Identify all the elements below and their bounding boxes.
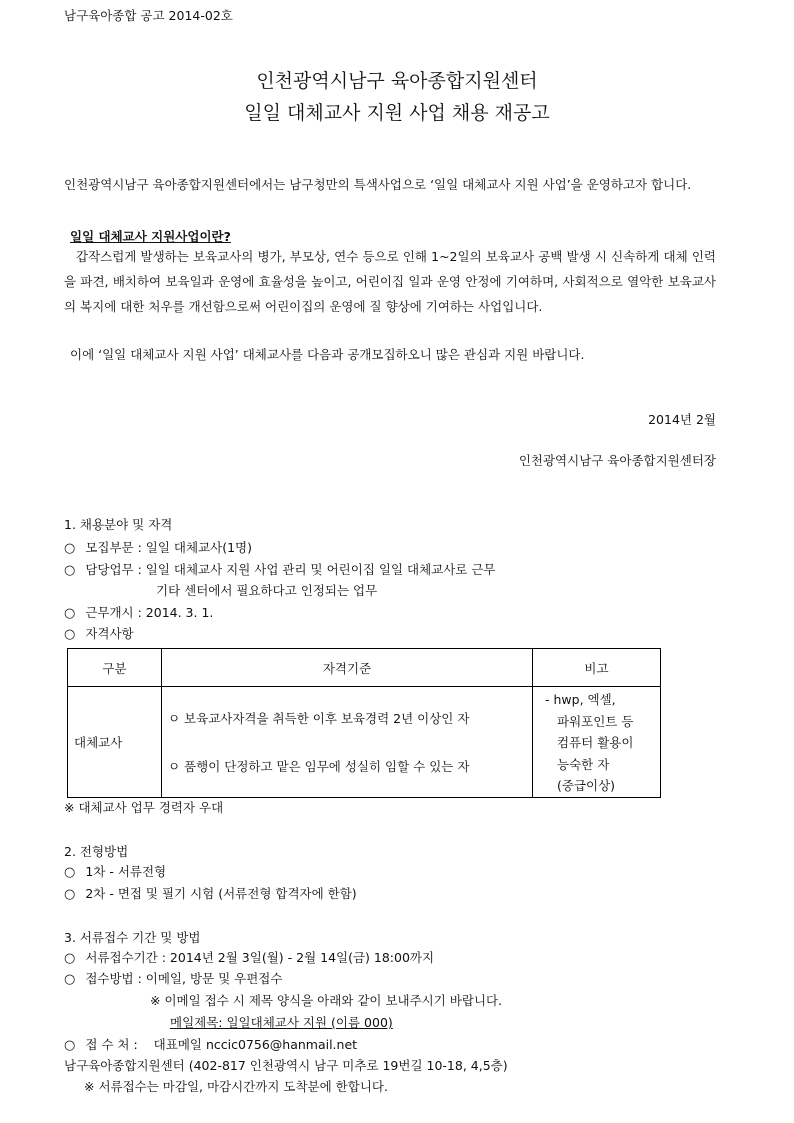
bullet-circle-icon: ○ (64, 627, 76, 642)
page-title: 인천광역시남구 육아종합지원센터 (256, 70, 538, 92)
remark-line: 파워포인트 등 (557, 713, 634, 729)
center-address: 남구육아종합지원센터 (402-817 인천광역시 남구 미추로 19번길 10-18, 4,5층) (64, 1058, 508, 1073)
list-item (64, 862, 166, 880)
start-date: 근무개시 : 2014. 3. 1. (85, 605, 214, 620)
footnote: ※ 대체교사 업무 경력자 우대 (64, 800, 224, 815)
bullet-circle-icon: ○ (64, 951, 76, 966)
table-header: 비고 (533, 649, 661, 687)
table-cell-category (68, 687, 162, 798)
bullet-circle-icon: ○ (64, 972, 76, 987)
notice-number: 남구육아종합 공고 2014-02호 (64, 8, 233, 23)
bullet-circle-icon: ○ (64, 563, 76, 578)
bullet-circle-icon: ○ (64, 887, 76, 902)
qualifications-label: 자격사항 (85, 626, 134, 641)
recruit-field: 모집부문 : 일일 대체교사(1명) (85, 540, 252, 555)
program-description: 갑작스럽게 발생하는 보육교사의 병가, 부모상, 연수 등으로 인해 1~2일의 보육교사 공백 발생 시 신속하게 대체 인력을 파견, 배치하여 보육일과 운영에 효율성을 높이고, 어린이집 일과 운영 안정에 기여하며, 사회적으로 열악한 보육교사의 복지에 대한 처우를 개선함으로써 어린이집의 운영에 질 향상에 기여하는 사업입니다. (64, 249, 716, 314)
program-heading: 일일 대체교사 지원사업이란? (70, 229, 231, 244)
list-item (64, 624, 134, 642)
section1-heading: 1. 채용분야 및 자격 (64, 517, 173, 532)
page-subtitle: 일일 대체교사 지원 사업 채용 재공고 (244, 102, 550, 124)
remark-line: - hwp, 엑셀, (545, 692, 616, 707)
category-label: 대체교사 (74, 734, 123, 750)
bullet-circle-icon: ○ (64, 541, 76, 556)
screening-step-1: 1차 - 서류전형 (85, 864, 167, 879)
criteria-item: ㅇ 품행이 단정하고 맡은 임무에 성실히 임할 수 있는 자 (168, 758, 470, 774)
application-period: 서류접수기간 : 2014년 2월 3일(월) - 2월 14일(금) 18:00까지 (85, 950, 435, 965)
bullet-circle-icon: ○ (64, 865, 76, 880)
issuer-signature: 인천광역시남구 육아종합지원센터장 (518, 453, 716, 468)
contact-label: 접 수 처 : (85, 1037, 138, 1052)
duties: 담당업무 : 일일 대체교사 지원 사업 관리 및 어린이집 일일 대체교사로 근무 (85, 562, 496, 577)
list-item (64, 884, 357, 902)
table-header-row (68, 649, 661, 687)
table-cell-criteria (162, 687, 533, 798)
criteria-item: ㅇ 보육교사자격을 취득한 이후 보육경력 2년 이상인 자 (168, 710, 470, 726)
table-row (68, 687, 661, 798)
deadline-note: ※ 서류접수는 마감일, 마감시간까지 도착분에 한합니다. (84, 1079, 388, 1094)
notice-date: 2014년 2월 (648, 412, 716, 427)
intro-paragraph: 인천광역시남구 육아종합지원센터에서는 남구청만의 특색사업으로 ‘일일 대체교사 지원 사업’을 운영하고자 합니다. (64, 177, 692, 192)
bullet-circle-icon: ○ (64, 1038, 76, 1053)
email-note: ※ 이메일 접수 시 제목 양식을 아래와 같이 보내주시기 바랍니다. (150, 993, 503, 1008)
screening-step-2: 2차 - 면접 및 필기 시험 (서류전형 합격자에 한함) (85, 886, 357, 901)
list-item (64, 948, 434, 966)
list-item (64, 969, 282, 987)
duties-continued: 기타 센터에서 필요하다고 인정되는 업무 (156, 583, 378, 598)
remark-line: (중급이상) (557, 778, 616, 793)
table-header: 자격기준 (162, 649, 533, 687)
remark-line: 컴퓨터 활용이 (557, 735, 634, 750)
contact-email: 대표메일 nccic0756@hanmail.net (153, 1037, 358, 1052)
list-item (64, 1035, 357, 1053)
list-item (64, 603, 213, 621)
section2-heading: 2. 전형방법 (64, 844, 129, 859)
list-item (64, 560, 496, 578)
application-method: 접수방법 : 이메일, 방문 및 우편접수 (85, 971, 283, 986)
table-cell-remark (533, 687, 661, 798)
email-subject-format: 메일제목: 일일대체교사 지원 (이름 000) (170, 1015, 393, 1030)
invitation-text: 이에 ‘일일 대체교사 지원 사업’ 대체교사를 다음과 공개모집하오니 많은 관심과 지원 바랍니다. (70, 347, 585, 362)
list-item (64, 538, 252, 556)
section3-heading: 3. 서류접수 기간 및 방법 (64, 930, 201, 945)
bullet-circle-icon: ○ (64, 606, 76, 621)
remark-line: 능숙한 자 (557, 756, 610, 772)
table-header: 구분 (68, 649, 162, 687)
qualifications-table (67, 648, 661, 798)
